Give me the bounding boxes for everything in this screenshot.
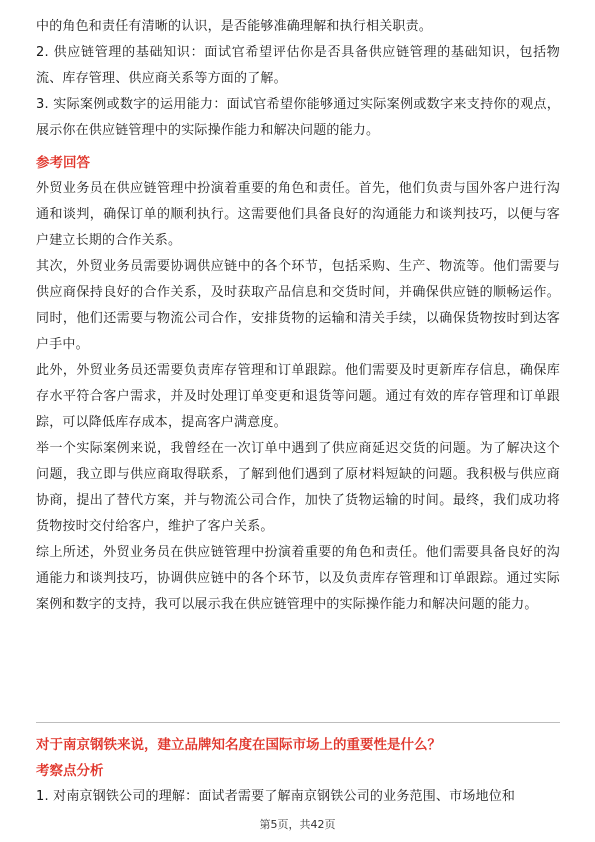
answer-paragraph-3: 此外，外贸业务员还需要负责库存管理和订单跟踪。他们需要及时更新库存信息，确保库存水平符合客户需求，并及时处理订单变更和退货等问题。通过有效的库存管理和订单跟踪，可以降低库存成本，提高客户满意度。 — [36, 363, 560, 430]
answer-paragraph-2: 其次，外贸业务员需要协调供应链中的各个环节，包括采购、生产、物流等。他们需要与供应商保持良好的合作关系，及时获取产品信息和交货时间，并确保供应链的顺畅运作。同时，他们还需要与物流公司合作，安排货物的运输和清关手续，以确保货物按时到达客户手中。 — [36, 259, 560, 352]
answer-paragraph-1: 外贸业务员在供应链管理中扮演着重要的角色和责任。首先，他们负责与国外客户进行沟通和谈判，确保订单的顺利执行。这需要他们具备良好的沟通能力和谈判技巧，以便与客户建立长期的合作关系。 — [36, 181, 560, 248]
intro-line: 中的角色和责任有清晰的认识，是否能够准确理解和执行相关职责。 — [36, 19, 433, 34]
section-divider — [36, 722, 560, 723]
answer-paragraph-4: 举一个实际案例来说，我曾经在一次订单中遇到了供应商延迟交货的问题。为了解决这个问题，我立即与供应商取得联系，了解到他们遇到了原材料短缺的问题。我积极与供应商协商，提出了替代方案，并与物流公司合作，加快了货物运输的时间。最终，我们成功将货物按时交付给客户，维护了客户关系。 — [36, 441, 560, 534]
analysis-heading: 考察点分析 — [36, 763, 104, 779]
page-number-footer: 第5页，共42页 — [259, 818, 336, 831]
next-question-section — [36, 732, 560, 810]
answer-paragraph-5: 综上所述，外贸业务员在供应链管理中扮演着重要的角色和责任。他们需要具备良好的沟通能力和谈判技巧，协调供应链中的各个环节，以及负责库存管理和订单跟踪。通过实际案例和数字的支持，我可以展示我在供应链管理中的实际操作能力和解决问题的能力。 — [36, 545, 560, 612]
analysis-point-3: 3. 实际案例或数字的运用能力：面试官希望你能够通过实际案例或数字来支持你的观点，展示你在供应链管理中的实际操作能力和解决问题的能力。 — [36, 97, 560, 138]
analysis-point-2: 2. 供应链管理的基础知识：面试官希望评估你是否具备供应链管理的基础知识，包括物流、库存管理、供应商关系等方面的了解。 — [36, 45, 560, 86]
next-question-title: 对于南京钢铁来说，建立品牌知名度在国际市场上的重要性是什么？ — [36, 737, 441, 753]
page-content — [36, 14, 560, 618]
reference-answer-heading: 参考回答 — [36, 155, 90, 171]
next-analysis-point-1: 1. 对南京钢铁公司的理解：面试者需要了解南京钢铁公司的业务范围、市场地位和 — [36, 789, 516, 804]
